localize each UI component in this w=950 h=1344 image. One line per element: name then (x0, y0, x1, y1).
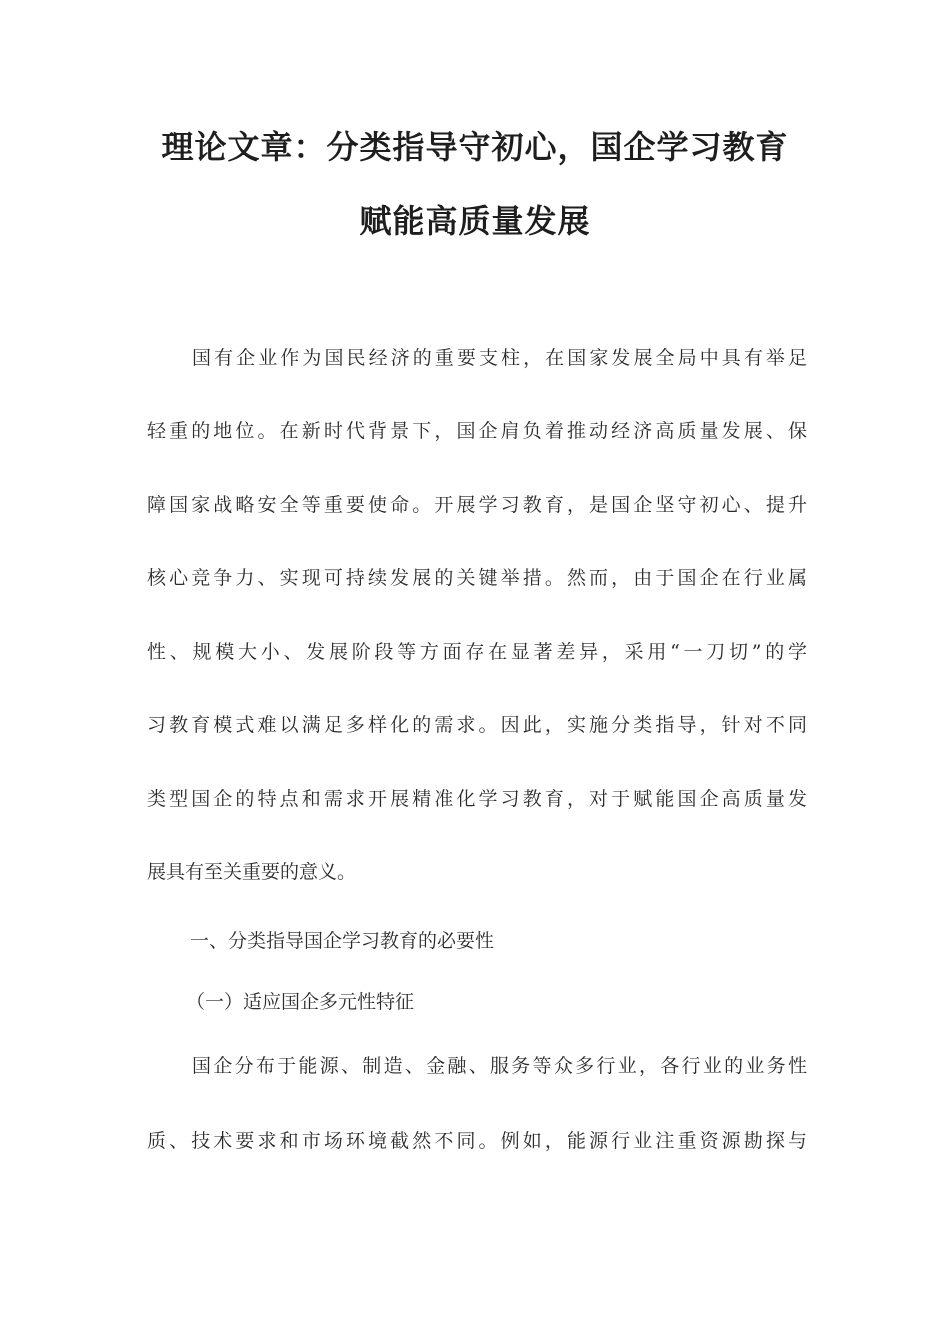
body-line: 质、技术要求和市场环境截然不同。例如，能源行业注重资源勘探与 (147, 1130, 807, 1152)
intro-line: 障国家战略安全等重要使命。开展学习教育，是国企坚守初心、提升 (147, 494, 807, 516)
intro-line: 轻重的地位。在新时代背景下，国企肩负着推动经济高质量发展、保 (147, 420, 807, 442)
section-heading: 一、分类指导国企学习教育的必要性 (190, 930, 495, 952)
intro-line: 类型国企的特点和需求开展精准化学习教育，对于赋能国企高质量发 (147, 788, 807, 810)
intro-line: 核心竞争力、实现可持续发展的关键举措。然而，由于国企在行业属 (147, 567, 807, 589)
intro-line: 习教育模式难以满足多样化的需求。因此，实施分类指导，针对不同 (147, 714, 807, 736)
intro-line: 性、规模大小、发展阶段等方面存在显著差异，采用“一刀切”的学 (147, 641, 807, 663)
intro-line: 展具有至关重要的意义。 (147, 861, 357, 883)
body-line: 国企分布于能源、制造、金融、服务等众多行业，各行业的业务性 (192, 1055, 807, 1077)
subsection-heading: （一）适应国企多元性特征 (186, 991, 415, 1013)
document-title-line-2: 赋能高质量发展 (359, 202, 591, 240)
document-title-line-1: 理论文章：分类指导守初心，国企学习教育 (161, 128, 789, 166)
intro-line: 国有企业作为国民经济的重要支柱，在国家发展全局中具有举足 (192, 347, 807, 369)
